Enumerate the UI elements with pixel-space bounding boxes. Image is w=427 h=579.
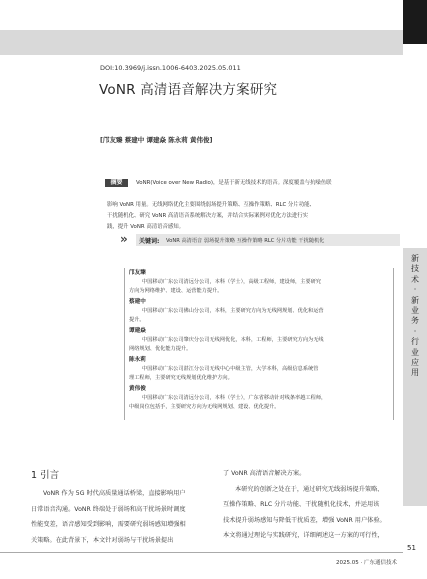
body-line: 本文将通过理论与实践研究，详细阐述这一方案的可行性， <box>223 532 384 540</box>
abstract-frame <box>100 175 400 233</box>
side-tab-label: 新技术·新业务·行业应用 <box>411 254 419 378</box>
body-line: 技术提升弱场感知与降低干扰质差，增强 VoNR 用户体验。 <box>223 516 386 524</box>
body-line: 关策略。在此背景下，本文针对弱场与干扰场景提出 <box>31 536 174 544</box>
bio-line: 网络规划、优化能力提升。 <box>129 346 192 352</box>
bio-line: 中国移动广东公司清远分公司，本科（学士），高级工程师，建设师，主要研究 <box>142 279 321 285</box>
article-title: VoNR 高清语音解决方案研究 <box>99 82 278 98</box>
abstract-line-4: 践，提升 VoNR 高清语音感知。 <box>107 224 185 230</box>
bio-name: 黄伟俊 <box>129 386 146 392</box>
body-line: 性能变差，语音感知受到影响，需要研究弱场感知增强相 <box>31 521 186 529</box>
chevron-right-icon: » <box>120 232 128 246</box>
bio-line: 理工程师，主要研究无线规划优化维护方向。 <box>129 375 233 381</box>
abstract-line-1: VoNR(Voice over New Radio)，是基于新无线技术的语音。深度覆盖与抗噪鱼联 <box>136 180 332 186</box>
body-line: 互操作策略、RLC 分片功能、干扰随机化技术，并运用该 <box>223 501 380 509</box>
abstract-line-2: 影响 VoNR 用量。无线网络优化主要围绕弱场提升策略、互操作策略、RLC 分片功能、 <box>107 202 315 208</box>
body-line: VoNR 作为 5G 时代高质量通话桥梁，直接影响用户 <box>43 490 186 497</box>
bio-line: 方向为网络维护、建设、运营能力提升。 <box>129 288 223 294</box>
bio-line: 中国移动广东公司肇庆分公司无线网优化，本科，工程师，主要研究方向为无线 <box>142 337 324 343</box>
bio-line: 中国移动广东公司佛山分公司，本科，主要研究方向为无线网规划、优化和运营 <box>142 308 324 314</box>
bio-line: 中级岗位包括手，主要研究方向为无线网规划、建设、优化提升。 <box>129 404 280 410</box>
author-bios <box>124 268 394 420</box>
keywords-bar <box>136 234 400 246</box>
footer-rule <box>0 552 403 553</box>
header-band <box>0 30 403 55</box>
section-side-tab <box>403 248 427 506</box>
page-number: 51 <box>407 544 416 552</box>
keywords-text: VoNR 高清语音 弱场提升策略 互操作策略 RLC 分片功能 干扰随机化 <box>166 237 325 244</box>
bio-name: 谭建焱 <box>129 328 146 334</box>
corner-block <box>403 0 427 44</box>
body-column-right <box>223 466 403 544</box>
footer-journal: 2025.05 · 广东通信技术 <box>336 560 397 566</box>
body-line: 日常语音沟通。VoNR 终端处于弱场和高干扰场景时调度 <box>31 505 186 513</box>
author-list: [邝友臻 蔡建中 谭建焱 陈永莉 黄伟俊] <box>100 136 213 144</box>
body-line: 了 VoNR 高清语音解决方案。 <box>223 470 306 477</box>
abstract-body <box>107 200 392 233</box>
abstract-label: 摘要 <box>105 179 128 187</box>
bio-name: 蔡建中 <box>129 299 146 305</box>
bio-name: 邝友臻 <box>129 270 146 276</box>
body-line: 本研究的创新之处在于，通过研究无线弱场提升策略、 <box>235 485 384 493</box>
abstract-line-3: 干扰随机化、研究 VoNR 高清语音系统解决方案，并结合实际案例对优化方法进行实 <box>107 213 309 219</box>
body-column-left <box>31 486 213 548</box>
bio-line: 提升。 <box>129 317 145 323</box>
bio-line: 中国移动广东公司湛江分公司无线中心中级主管，大学本科，高级信息系统管 <box>142 366 319 372</box>
bio-line: 中国移动广东公司清远分公司，本科（学士），广东省移动针对线条率越工程师， <box>142 395 327 401</box>
section-heading: 1 引言 <box>31 470 60 481</box>
bio-name: 陈永莉 <box>129 357 146 363</box>
doi-text: DOI:10.3969/j.issn.1006-6403.2025.05.011 <box>100 64 241 72</box>
keywords-label: 关键词: <box>139 238 160 245</box>
